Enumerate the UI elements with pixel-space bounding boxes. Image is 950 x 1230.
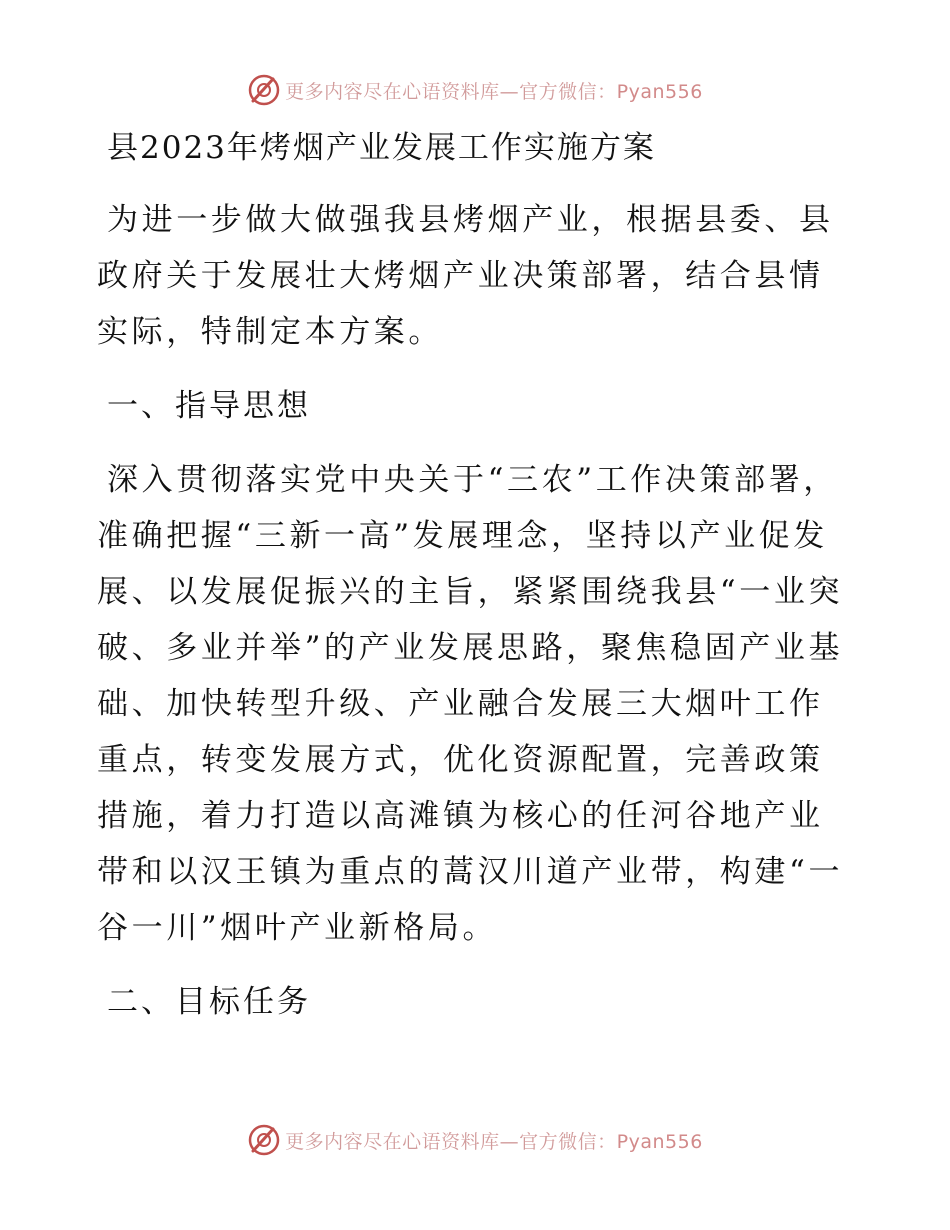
watermark-id: Pyan556 bbox=[616, 80, 703, 103]
watermark-footer bbox=[0, 1120, 950, 1160]
watermark-header bbox=[0, 70, 950, 110]
document-body bbox=[97, 120, 852, 1048]
guiding-thought-paragraph: 深入贯彻落实党中央关于“三农”工作决策部署，准确把握“三新一高”发展理念，坚持以产业促发展、以发展促振兴的主旨，紧紧围绕我县“一业突破、多业并举”的产业发展思路，聚焦稳固产业基础、加快转型升级、产业融合发展三大烟叶工作重点，转变发展方式，优化资源配置，完善政策措施，着力打造以高滩镇为核心的任河谷地产业带和以汉王镇为重点的蒿汉川道产业带，构建“一谷一川”烟叶产业新格局。 bbox=[97, 462, 844, 946]
intro-paragraph: 为进一步做大做强我县烤烟产业，根据县委、县政府关于发展壮大烤烟产业决策部署，结合县情实际，特制定本方案。 bbox=[97, 202, 834, 350]
section-heading-target-tasks: 二、目标任务 bbox=[107, 984, 311, 1020]
watermark-logo-icon bbox=[247, 1123, 281, 1157]
watermark-id: Pyan556 bbox=[616, 1130, 703, 1153]
section-heading-guiding-thought: 一、指导思想 bbox=[107, 388, 311, 424]
document-title: 县2023年烤烟产业发展工作实施方案 bbox=[107, 130, 656, 166]
watermark-text: 更多内容尽在心语资料库—官方微信： bbox=[285, 1130, 617, 1153]
watermark-logo-icon bbox=[247, 73, 281, 107]
watermark-text: 更多内容尽在心语资料库—官方微信： bbox=[285, 80, 617, 103]
